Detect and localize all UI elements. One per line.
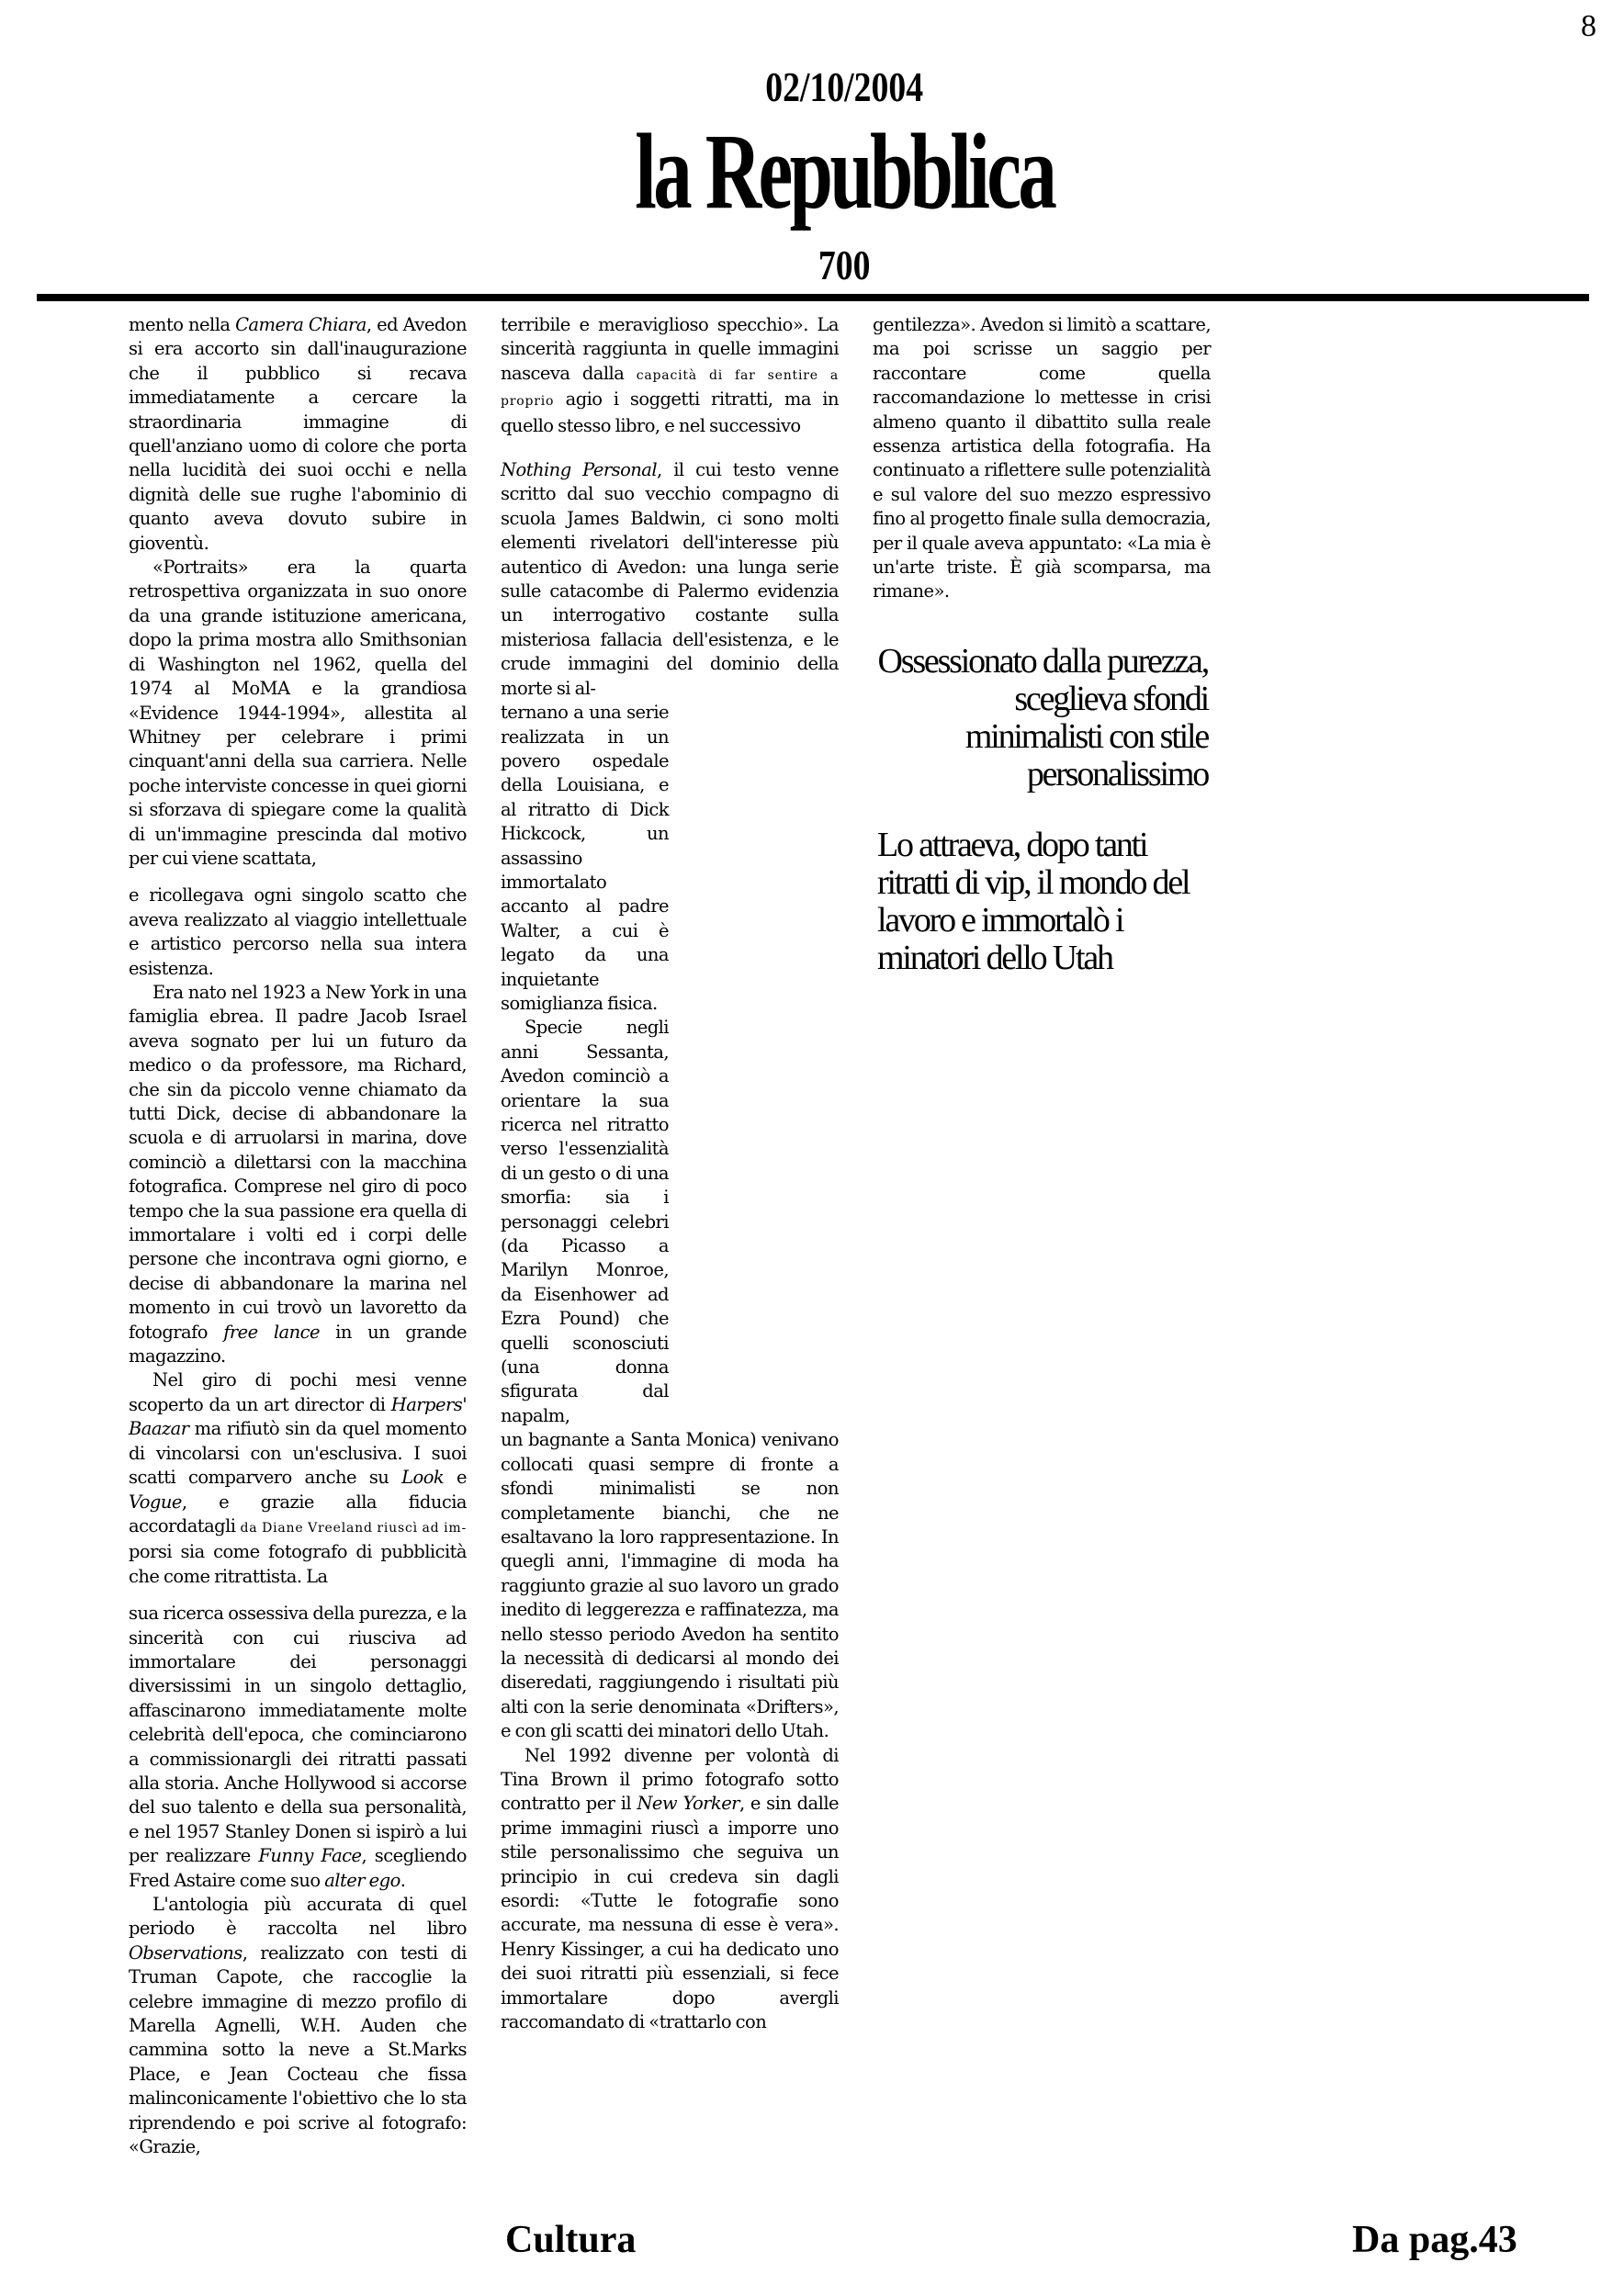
text-small: capacità di far sentire a proprio [501,367,839,410]
newspaper-masthead: la Repubblica [635,111,1054,231]
book-title: Nothing Personal [501,459,658,481]
paragraph [129,981,467,1369]
publication-date: 02/10/2004 [765,63,924,110]
paragraph [129,1368,467,1589]
text: mento nella [129,314,236,335]
text: , il cui testo venne scritto dal suo vecchio compagno di scuola James Baldwin, ci sono molti elementi rivelatori dell'interesse più autentico di Avedon: una lunga serie sulle catacombe di Palermo evidenzia un interrogativo costante sulla misteriosa fallacia dell'esistenza, e le crude immagini del dominio della morte si al- [501,459,839,699]
text: in un grande magazzino. [129,1321,468,1367]
paragraph [501,458,839,701]
article-column-1 [129,313,467,2159]
magazine-title: Look [401,1467,445,1489]
book-title: Observations [129,1941,242,1964]
text: sua ricerca ossessiva della purezza, e la sincerità con cui riusciva ad immortalare dei personaggi diversissimi in un singolo dettaglio, affascinarono immediatamente molte celebrità dell'epoca, che cominciarono a commissionargli dei ritratti passati alla storia. Anche Hollywood si accorse del suo talento e della sua personalità, e nel 1957 Stanley Donen si ispirò a lui per realizzare [129,1603,467,1867]
section-label: Cultura [505,2219,637,2261]
magazine-title: New Yorker [637,1793,739,1815]
text: terribile e meraviglioso specchio». La sincerità raggiunta in quelle immagini nasceva dalla [501,314,839,384]
text: , realizzato con testi di Truman Capote, che raccoglie la celebre immagine di mezzo profilo di Marella Agnelli, W.H. Auden che cammina sotto la neve a St.Marks Place, e Jean Cocteau che fissa malinconicamente l'obiettivo che lo sta riprendendo e poi scrive al fotografo: «Grazie, [129,1941,467,2158]
text: , ed Avedon si era accorto sin dall'inaugurazione che il pubblico si recava immediatamente a cercare la straordinaria immagine di quell'anziano uomo di colore che porta nella lucidità dei suoi occhi e nella dignità delle sue rughe l'abominio di quanto aveva dovuto subire in gioventù. [129,314,467,554]
film-title: Funny Face [258,1845,362,1867]
paragraph [129,313,467,556]
paragraph: «Portraits» era la quarta retrospettiva organizzata in suo onore da una grande istituzione americana, dopo la prima mostra allo Smithsonian di Washington nel 1962, quella del 1974 al MoMA e la grandiosa «Evidence 1944-1994», allestita al Whitney per celebrare i primi cinquant'anni della sua carriera. Nelle poche interviste concesse in quei giorni si sforzava di spiegare come la qualità di un'immagine prescinda dal motivo per cui viene scattata, [129,557,467,869]
text: . [400,1869,406,1891]
italic-term: alter ego [324,1869,400,1891]
paragraph [129,1602,467,1893]
text-small: da Diane Vreeland riuscì ad im- [240,1520,467,1536]
paragraph [129,1893,467,2159]
text: Nel giro di pochi mesi venne scoperto da un art director di [129,1369,467,1415]
paragraph [501,313,839,438]
paragraph: e ricollegava ogni singolo scatto che aveva realizzato al viaggio intellettuale e artistico percorso nella sua intera esistenza. [129,884,467,979]
text: porsi sia come fotografo di pubblicità che come ritrattista. La [129,1541,467,1587]
text: e [444,1467,467,1489]
article-column-2 [501,313,839,2034]
article-column-3 [873,313,1211,604]
paragraph [501,1744,839,2035]
text: L'antologia più accurata di quel periodo è raccolta nel libro [129,1894,467,1940]
page-number: 8 [1581,9,1596,43]
pull-quote-headline: Ossessionato dalla purezza, sceglieva sfondi minimalisti con stile personalissimo [877,642,1208,793]
paragraph: gentilezza». Avedon si limitò a scattare, ma poi scrisse un saggio per raccontare come quella raccomandazione lo mettesse in crisi almeno quanto il dibattito sulla reale essenza artistica della fotografia. Ha continuato a riflettere sulle potenzialità e sul valore del suo mezzo espressivo fino al progetto finale sulla democrazia, per il quale aveva appuntato: «La mia è un'arte triste. È già scomparsa, ma rimane». [873,314,1211,602]
text: Nel 1992 divenne per volontà di Tina Brown il primo fotografo sotto contratto per il [501,1744,839,1815]
paragraph-narrow: ternano a una serie realizzata in un povero ospedale della Louisiana, e al ritratto di Dick Hickcock, un assassino immortalato accanto al padre Walter, a cui è legato da una inquietante somiglianza fisica. [501,702,669,1014]
text: , e sin dalle prime immagini riuscì a imporre uno stile personalissimo che seguiva un principio in cui credeva sin dagli esordi: «Tutte le fotografie sono accurate, ma nessuna di esse è vera». Henry Kissinger, a cui ha dedicato uno dei suoi ritratti più essenziali, si fece immortalare dopo avergli raccomandato di «trattarlo con [501,1793,839,2033]
text: , e grazie alla fiducia accordatagli [129,1491,467,1536]
paragraph: un bagnante a Santa Monica) venivano collocati quasi sempre di fronte a sfondi minimalisti se non completamente bianchi, che ne esaltavano la loro rappresentazione. In quegli anni, l'immagine di moda ha raggiunto grazie al suo lavoro un grado inedito di leggerezza e raffinatezza, ma nello stesso periodo Avedon ha sentito la necessità di dedicarsi al mondo dei diseredati, raggiungendo i risultati più alti con la serie denominata «Drifters», e con gli scatti dei minatori dello Utah. [501,1429,839,1742]
pull-quote-subheadline: Lo attraeva, dopo tanti ritratti di vip, il mondo del lavoro e immortalò i minatori dello Utah [877,826,1190,977]
text: ma rifiutò sin da quel momento di vincolarsi con un'esclusiva. I suoi scatti comparvero anche su [129,1418,467,1489]
text: Era nato nel 1923 a New York in una famiglia ebrea. Il padre Jacob Israel aveva sognato per lui un futuro da medico o da professore, ma Richard, che sin da piccolo venne chiamato da tutti Dick, decise di abbandonare la scuola e di arruolarsi in marina, dove cominciò a dilettarsi con la macchina fotografica. Comprese nel giro di poco tempo che la sua passione era quella di immortalare i volti ed i corpi delle persone che incontrava ogni giorno, e decise di abbandonare la marina nel momento in cui trovò un lavoretto da fotografo [129,981,467,1343]
text: agio i soggetti ritratti, ma in quello stesso libro, e nel successivo [501,388,839,436]
source-page-label: Da pag.43 [1352,2219,1517,2261]
magazine-title: Harpers' Baazar [129,1393,467,1440]
magazine-title: Vogue [129,1491,182,1513]
paragraph-narrow: Specie negli anni Sessanta, Avedon cominciò a orientare la sua ricerca nel ritratto verso l'essenzialità di un gesto o di una smorfia: sia i personaggi celebri (da Picasso a Marilyn Monroe, da Eisenhower ad Ezra Pound) che quelli sconosciuti (una donna sfigurata dal napalm, [501,1017,669,1426]
book-title: Camera Chiara [235,314,367,335]
text: , scegliendo Fred Astaire come suo [129,1845,467,1891]
issue-code: 700 [818,242,871,288]
header-rule [37,294,1589,301]
italic-term: free lance [223,1321,320,1343]
